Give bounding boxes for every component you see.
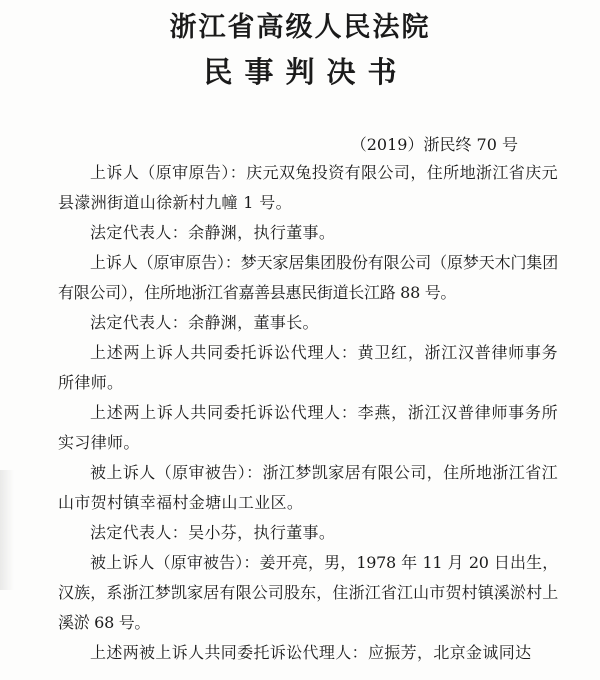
appellant-agent-2: 上述两上诉人共同委托诉讼代理人：李燕，浙江汉普律师事务所实习律师。	[58, 403, 558, 452]
party-appellant-1: 上诉人（原审原告）：庆元双兔投资有限公司，住所地浙江省庆元县濛洲街道山徐新村九幢 1 号。	[58, 163, 558, 212]
case-number: （2019）浙民终 70 号	[350, 135, 518, 154]
document-body	[58, 158, 558, 668]
party-appellee-2: 被上诉人（原审被告）：姜开亮，男，1978 年 11 月 20 日出生，汉族，系浙江梦凯家居有限公司股东，住浙江省江山市贺村镇溪淤村上溪淤 68 号。	[58, 553, 558, 632]
legal-representative-2: 法定代表人：余静渊，董事长。	[90, 313, 319, 332]
court-name: 浙江省高级人民法院	[169, 12, 431, 43]
scan-edge-shadow	[0, 470, 14, 590]
legal-representative-3: 法定代表人：吴小芬，执行董事。	[90, 523, 336, 542]
document-title: 民事判决书	[203, 55, 409, 89]
appellant-agent-1: 上述两上诉人共同委托诉讼代理人：黄卫红，浙江汉普律师事务所律师。	[58, 343, 558, 392]
party-appellee-1: 被上诉人（原审被告）：浙江梦凯家居有限公司，住所地浙江省江山市贺村镇幸福村金塘山工业区。	[58, 463, 558, 512]
appellee-agent-1: 上述两被上诉人共同委托诉讼代理人：应振芳，北京金诚同达	[90, 643, 532, 662]
legal-representative-1: 法定代表人：余静渊，执行董事。	[90, 223, 336, 242]
party-appellant-2: 上诉人（原审原告）：梦天家居集团股份有限公司（原梦天木门集团有限公司），住所地浙江省嘉善县惠民街道长江路 88 号。	[58, 253, 558, 302]
